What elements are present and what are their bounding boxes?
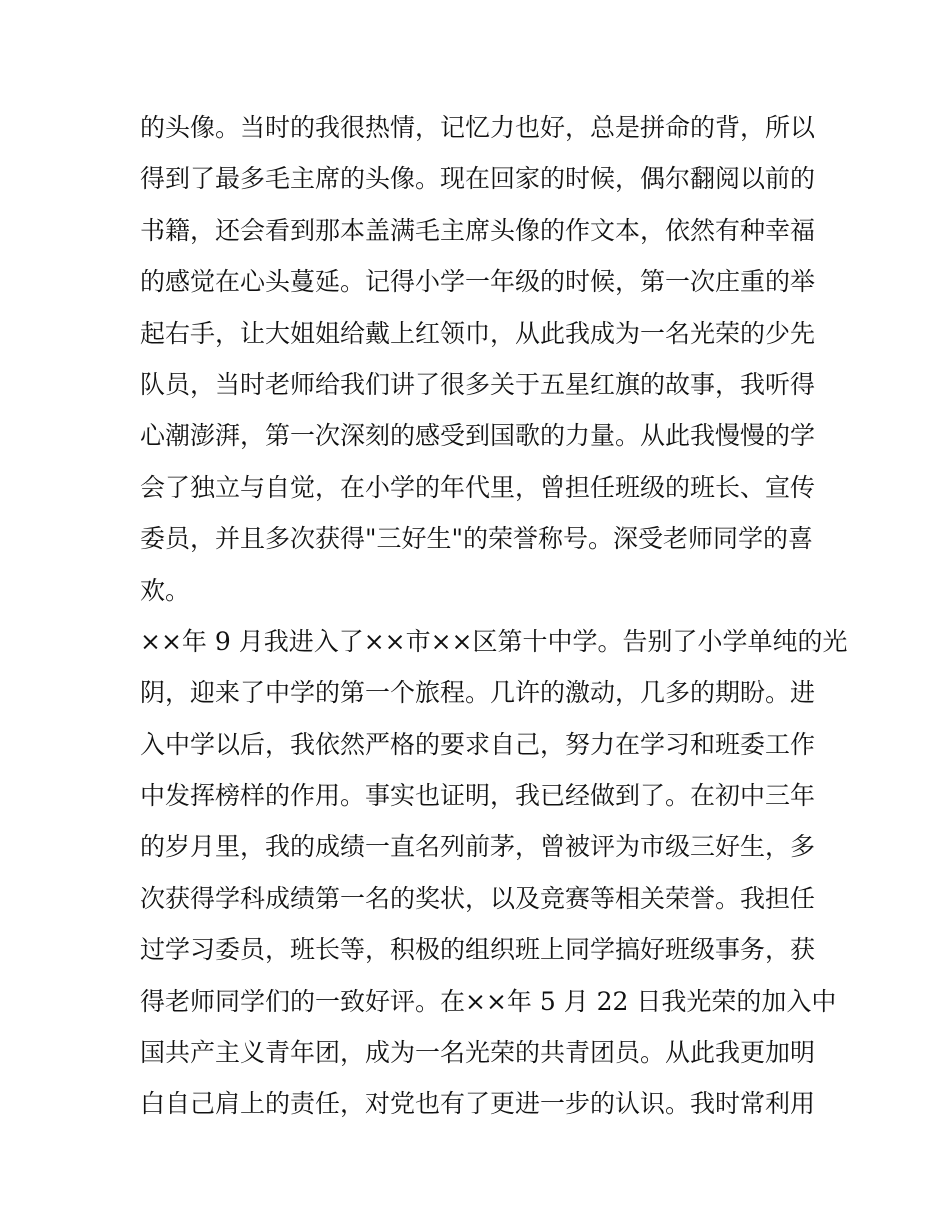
text-line: 欢。	[140, 575, 191, 605]
text-line: 的岁月里，我的成绩一直名列前茅，曾被评为市级三好生，多	[140, 832, 816, 862]
text-line: ××年 9 月我进入了××市××区第十中学。告别了小学单纯的光	[140, 626, 848, 656]
text-line: 国共产主义青年团，成为一名光荣的共青团员。从此我更加明	[140, 1038, 816, 1068]
text-line: 入中学以后，我依然严格的要求自己，努力在学习和班委工作	[140, 729, 816, 759]
text-line: 队员，当时老师给我们讲了很多关于五星红旗的故事，我听得	[140, 369, 816, 399]
text-line: 的感觉在心头蔓延。记得小学一年级的时候，第一次庄重的举	[140, 267, 816, 297]
text-line: 得到了最多毛主席的头像。现在回家的时候，偶尔翻阅以前的	[140, 164, 816, 194]
body-text	[140, 102, 848, 1130]
text-line: 起右手，让大姐姐给戴上红领巾，从此我成为一名光荣的少先	[140, 318, 816, 348]
text-line: 过学习委员，班长等，积极的组织班上同学搞好班级事务，获	[140, 935, 816, 965]
text-line: 得老师同学们的一致好评。在××年 5 月 22 日我光荣的加入中	[140, 986, 837, 1016]
text-line: 心潮澎湃，第一次深刻的感受到国歌的力量。从此我慢慢的学	[140, 421, 816, 451]
text-line: 委员，并且多次获得"三好生"的荣誉称号。深受老师同学的喜	[140, 524, 814, 554]
text-line: 会了独立与自觉，在小学的年代里，曾担任班级的班长、宣传	[140, 472, 816, 502]
text-line: 书籍，还会看到那本盖满毛主席头像的作文本，依然有种幸福	[140, 215, 816, 245]
text-line: 白自己肩上的责任，对党也有了更进一步的认识。我时常利用	[140, 1089, 816, 1119]
text-line: 的头像。当时的我很热情，记忆力也好，总是拼命的背，所以	[140, 113, 816, 142]
text-line: 次获得学科成绩第一名的奖状，以及竞赛等相关荣誉。我担任	[140, 883, 816, 913]
text-line: 阴，迎来了中学的第一个旅程。几许的激动，几多的期盼。进	[140, 678, 816, 708]
text-line: 中发挥榜样的作用。事实也证明，我已经做到了。在初中三年	[140, 781, 816, 811]
